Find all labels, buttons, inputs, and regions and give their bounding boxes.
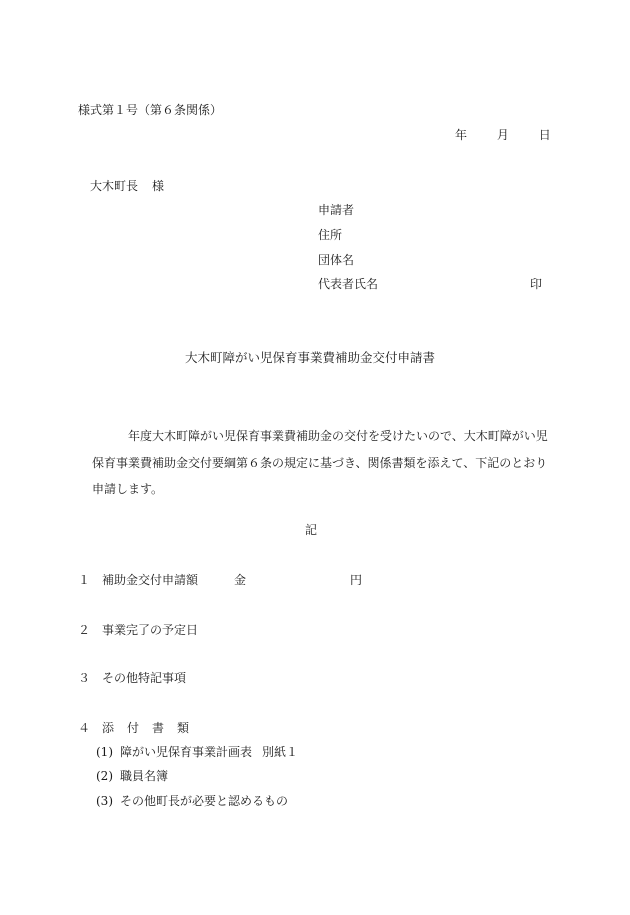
applicant-label: 申請者 xyxy=(318,203,355,217)
item-amount xyxy=(78,572,362,588)
attachment-label: その他町長が必要と認めるもの xyxy=(120,794,289,808)
address-label: 住所 xyxy=(318,228,343,242)
addressee-honorific: 様 xyxy=(152,179,165,193)
date-line xyxy=(455,127,551,143)
attachment-note: 別紙１ xyxy=(262,745,299,759)
item-number: ３ xyxy=(78,671,91,685)
attachment-item xyxy=(96,768,168,784)
amount-yen-label: 円 xyxy=(350,573,363,587)
form-number: 様式第１号（第６条関係） xyxy=(78,103,223,117)
document-title: 大木町障がい児保育事業費補助金交付申請書 xyxy=(185,350,436,365)
seal-mark: 印 xyxy=(530,277,543,291)
amount-kin-label: 金 xyxy=(234,573,247,587)
item-number: １ xyxy=(78,573,91,587)
attachment-label: 障がい児保育事業計画表 xyxy=(120,745,253,759)
addressee xyxy=(90,178,164,194)
body-paragraph: 年度大木町障がい児保育事業費補助金の交付を受けたいので、大木町障がい児保育事業費補助金交付要綱第６条の規定に基づき、関係書類を添えて、下記のとおり申請します。 xyxy=(92,429,548,496)
item-label: 補助金交付申請額 xyxy=(102,573,199,587)
item-other-notes xyxy=(78,670,186,686)
item-completion-date xyxy=(78,622,198,638)
attachment-number: (2) xyxy=(96,769,113,783)
attachment-number: (3) xyxy=(96,794,113,808)
item-attachments xyxy=(78,720,202,736)
organization-label: 団体名 xyxy=(318,253,355,267)
date-year-label: 年 xyxy=(455,128,468,142)
date-month-label: 月 xyxy=(496,128,509,142)
item-label: その他特記事項 xyxy=(102,671,187,685)
attachment-label: 職員名簿 xyxy=(120,769,169,783)
representative-label: 代表者氏名 xyxy=(318,277,379,291)
item-number: ４ xyxy=(78,721,91,735)
item-label: 添付書類 xyxy=(102,721,203,735)
ki-heading: 記 xyxy=(305,523,318,537)
item-number: ２ xyxy=(78,623,91,637)
addressee-name: 大木町長 xyxy=(90,179,139,193)
attachment-number: (1) xyxy=(96,745,113,759)
item-label: 事業完了の予定日 xyxy=(102,623,199,637)
date-day-label: 日 xyxy=(538,128,551,142)
attachment-item xyxy=(96,793,288,809)
attachment-item xyxy=(96,744,298,760)
